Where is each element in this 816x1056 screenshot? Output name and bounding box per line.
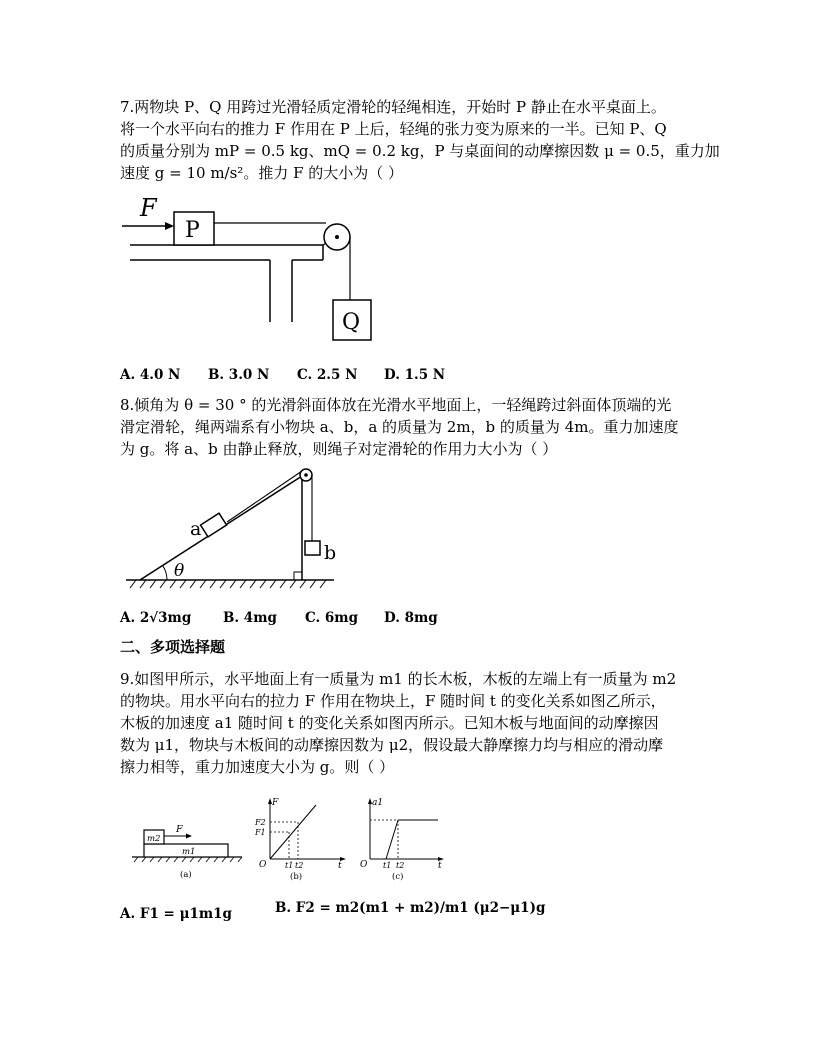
q7-option-b[interactable]: B. 3.0 N (208, 367, 270, 383)
q8-line-3: 为 g。将 a、b 由静止释放，则绳子对定滑轮的作用力大小为（ ） (120, 440, 558, 458)
svg-text:(c): (c) (392, 872, 404, 882)
q9-figure-c (358, 795, 450, 883)
q8-option-a[interactable]: A. 2√3mg (120, 610, 192, 626)
svg-text:t2: t2 (396, 861, 405, 870)
q9-figure-a (128, 815, 246, 881)
svg-text:F: F (176, 824, 183, 835)
q8-figure (122, 466, 342, 592)
q7-figure (118, 190, 378, 350)
block-b (305, 541, 320, 555)
svg-text:(b): (b) (290, 872, 303, 882)
q8-line-2: 滑定滑轮，绳两端系有小物块 a、b，a 的质量为 2m，b 的质量为 4m。重力加速度 (120, 418, 679, 436)
svg-text:F1: F1 (255, 828, 266, 837)
q7-option-d[interactable]: D. 1.5 N (384, 367, 446, 383)
block-q-label: Q (342, 310, 361, 335)
q8-option-d[interactable]: D. 8mg (384, 610, 438, 626)
q9-option-a[interactable]: A. F1 = μ1m1g (120, 906, 232, 922)
block-a-label: a (190, 518, 202, 540)
q9-line-2: 的物块。用水平向右的拉力 F 作用在物块上，F 随时间 t 的变化关系如图乙所示， (120, 692, 666, 710)
q9-figure-b (252, 795, 352, 883)
svg-text:t1: t1 (383, 861, 392, 870)
svg-text:t1: t1 (285, 861, 294, 870)
q7-option-a[interactable]: A. 4.0 N (120, 367, 181, 383)
angle-label: θ (174, 561, 185, 581)
block-p-label: P (185, 218, 200, 243)
svg-text:t: t (438, 861, 442, 871)
q9-line-4: 数为 μ1，物块与木板间的动摩擦因数为 μ2，假设最大静摩擦力均与相应的滑动摩 (120, 736, 664, 754)
q7-line-2: 将一个水平向右的推力 F 作用在 P 上后，轻绳的张力变为原来的一半。已知 P、Q (120, 120, 667, 138)
q7-line-3: 的质量分别为 mP = 0.5 kg、mQ = 0.2 kg，P 与桌面间的动摩擦因数 μ = 0.5，重力加 (120, 142, 720, 160)
svg-text:m2: m2 (147, 834, 161, 844)
q7-option-c[interactable]: C. 2.5 N (297, 367, 358, 383)
svg-text:m1: m1 (182, 847, 196, 857)
q8-line-1: 8.倾角为 θ = 30 ° 的光滑斜面体放在光滑水平地面上，一轻绳跨过斜面体顶端的光 (120, 396, 672, 414)
svg-text:(a): (a) (180, 870, 192, 880)
q9-line-1: 9.如图甲所示，水平地面上有一质量为 m1 的长木板，木板的左端上有一质量为 m2 (120, 670, 677, 688)
block-b-label: b (324, 542, 337, 564)
q7-line-1: 7.两物块 P、Q 用跨过光滑轻质定滑轮的轻绳相连，开始时 P 静止在水平桌面上。 (120, 98, 666, 116)
q8-option-c[interactable]: C. 6mg (305, 610, 359, 626)
svg-text:t: t (338, 861, 342, 871)
q9-line-5: 擦力相等，重力加速度大小为 g。则（ ） (120, 758, 395, 776)
section-title: 二、多项选择题 (120, 638, 226, 656)
svg-text:O: O (360, 860, 368, 870)
block-a (200, 513, 226, 537)
svg-text:O: O (259, 860, 267, 870)
q7-line-4: 速度 g = 10 m/s²。推力 F 的大小为（ ） (120, 164, 404, 182)
q9-option-b[interactable]: B. F2 = m2(m1 + m2)/m1 (μ2−μ1)g (275, 900, 546, 916)
q9-line-3: 木板的加速度 a1 随时间 t 的变化关系如图丙所示。已知木板与地面间的动摩擦因 (120, 714, 659, 732)
svg-text:a1: a1 (372, 798, 384, 808)
svg-text:F2: F2 (255, 818, 266, 827)
svg-text:F: F (272, 798, 279, 808)
q8-option-b[interactable]: B. 4mg (223, 610, 277, 626)
svg-text:t2: t2 (295, 861, 304, 870)
force-label: F (140, 194, 157, 222)
